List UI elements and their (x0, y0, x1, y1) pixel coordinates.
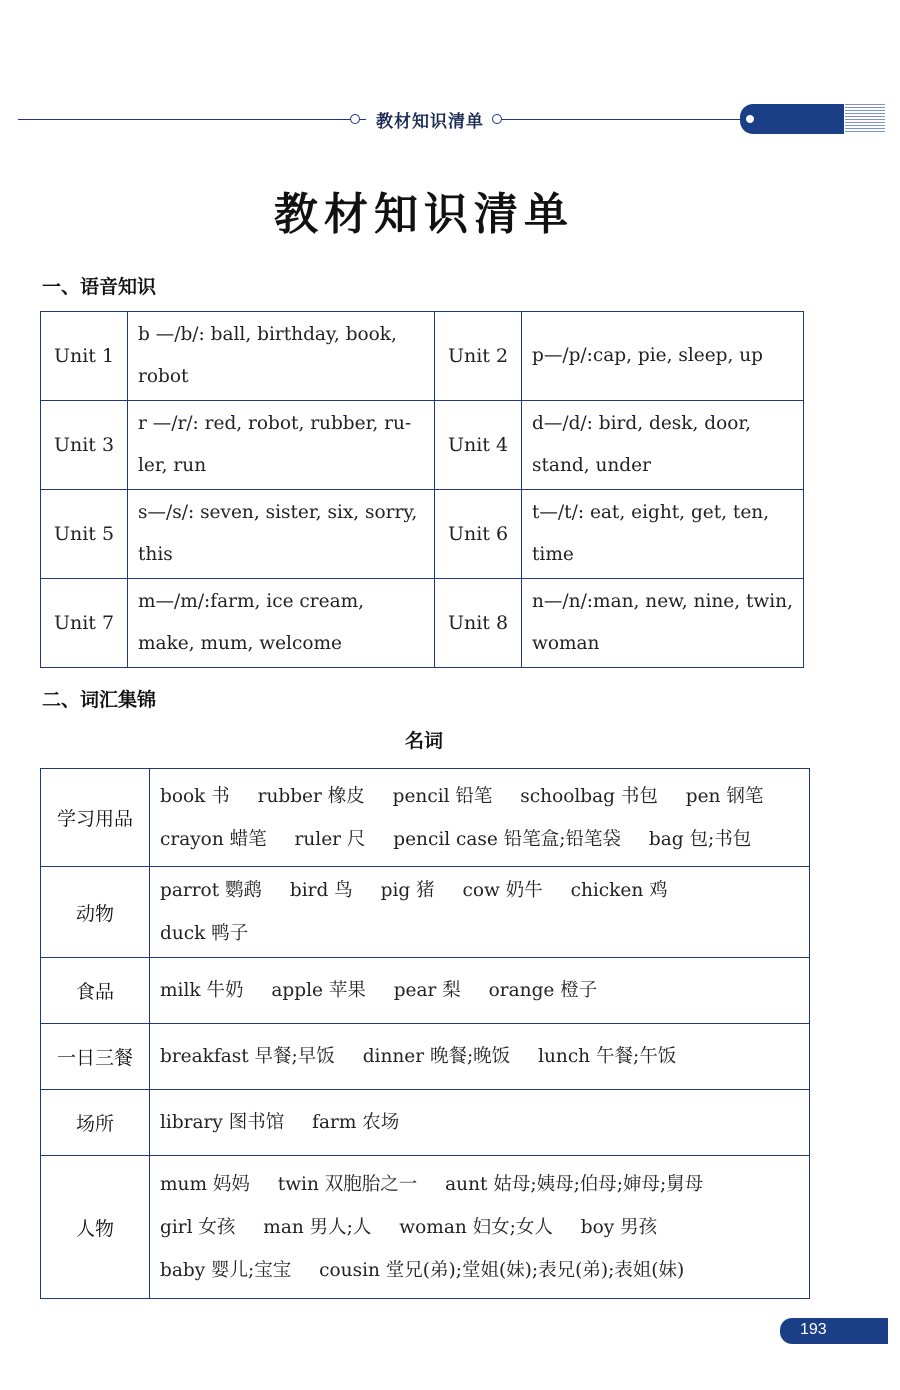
header-tab (740, 104, 844, 134)
word-item: aunt 姑母;姨母;伯母;婶母;舅母 (445, 1173, 704, 1195)
category-label: 学习用品 (41, 769, 150, 867)
table-row (41, 312, 804, 401)
page-number-badge (780, 1318, 888, 1344)
header-label: 教材知识清单 (366, 107, 494, 132)
word-list (150, 958, 810, 1024)
header-tab-dot (746, 115, 754, 123)
word-item: bag 包;书包 (648, 828, 752, 850)
word-item: cow 奶牛 (462, 880, 543, 901)
word-item: lunch 午餐;午饭 (538, 1046, 677, 1067)
page-number: 193 (800, 1321, 827, 1338)
phonics-cell: n—/n/:man, new, nine, twin, woman (522, 579, 804, 668)
word-item: man 男人;人 (263, 1216, 372, 1238)
word-list (150, 769, 810, 867)
word-item: duck 鸭子 (160, 923, 249, 944)
category-label: 一日三餐 (41, 1024, 150, 1090)
header-decor-lines (845, 104, 885, 134)
word-item: chicken 鸡 (570, 880, 668, 901)
word-item: orange 橙子 (488, 980, 598, 1001)
header-left-dot (350, 114, 360, 124)
word-item: woman 妇女;女人 (399, 1216, 553, 1238)
table-row (41, 490, 804, 579)
word-list (150, 1090, 810, 1156)
word-item: pear 梨 (393, 980, 461, 1001)
word-item: girl 女孩 (160, 1216, 236, 1238)
section-heading-vocabulary: 二、词汇集锦 (42, 689, 157, 711)
word-item: pencil case 铅笔盒;铅笔袋 (393, 828, 621, 850)
word-item: apple 苹果 (271, 980, 366, 1001)
table-row (41, 1156, 810, 1299)
word-item: crayon 蜡笔 (160, 828, 267, 850)
header-right-dot (492, 114, 502, 124)
word-item: book 书 (160, 785, 230, 807)
phonics-cell: r —/r/: red, robot, rubber, ru-ler, run (128, 401, 435, 490)
unit-label: Unit 2 (435, 312, 522, 401)
phonics-cell: d—/d/: bird, desk, door, stand, under (522, 401, 804, 490)
vocab-subtitle: 名词 (404, 730, 443, 752)
word-item: farm 农场 (312, 1112, 400, 1133)
phonics-cell: m—/m/:farm, ice cream, make, mum, welcome (128, 579, 435, 668)
unit-label: Unit 6 (435, 490, 522, 579)
phonics-table (40, 311, 804, 668)
word-item: boy 男孩 (580, 1216, 658, 1238)
table-row (41, 1024, 810, 1090)
word-item: baby 婴儿;宝宝 (160, 1259, 292, 1281)
word-item: twin 双胞胎之一 (277, 1173, 418, 1195)
phonics-cell: s—/s/: seven, sister, six, sorry, this (128, 490, 435, 579)
word-item: library 图书馆 (160, 1112, 285, 1133)
word-item: pen 钢笔 (685, 785, 764, 807)
table-row (41, 401, 804, 490)
unit-label: Unit 1 (41, 312, 128, 401)
category-label: 人物 (41, 1156, 150, 1299)
table-row (41, 1090, 810, 1156)
table-row (41, 579, 804, 668)
word-item: schoolbag 书包 (520, 785, 658, 807)
word-item: ruler 尺 (294, 828, 366, 850)
word-list (150, 867, 810, 958)
table-row (41, 958, 810, 1024)
category-label: 食品 (41, 958, 150, 1024)
word-item: dinner 晚餐;晚饭 (362, 1046, 511, 1067)
word-item: rubber 橡皮 (257, 785, 365, 807)
vocabulary-table (40, 768, 810, 1299)
phonics-cell: p—/p/:cap, pie, sleep, up (522, 312, 804, 401)
phonics-cell: t—/t/: eat, eight, get, ten, time (522, 490, 804, 579)
section-heading-phonics: 一、语音知识 (42, 276, 157, 298)
word-item: pencil 铅笔 (392, 785, 493, 807)
word-item: milk 牛奶 (160, 980, 244, 1001)
category-label: 动物 (41, 867, 150, 958)
unit-label: Unit 4 (435, 401, 522, 490)
word-item: bird 鸟 (289, 880, 353, 901)
page-title: 教材知识清单 (274, 189, 574, 240)
unit-label: Unit 5 (41, 490, 128, 579)
table-row (41, 769, 810, 867)
unit-label: Unit 8 (435, 579, 522, 668)
word-item: breakfast 早餐;早饭 (160, 1046, 335, 1067)
phonics-cell: b —/b/: ball, birthday, book, robot (128, 312, 435, 401)
word-item: cousin 堂兄(弟);堂姐(妹);表兄(弟);表姐(妹) (319, 1259, 685, 1281)
word-item: mum 妈妈 (160, 1173, 250, 1195)
word-item: pig 猪 (380, 880, 435, 901)
category-label: 场所 (41, 1090, 150, 1156)
unit-label: Unit 7 (41, 579, 128, 668)
word-list (150, 1156, 810, 1299)
word-item: parrot 鹦鹉 (160, 880, 263, 901)
unit-label: Unit 3 (41, 401, 128, 490)
table-row (41, 867, 810, 958)
word-list (150, 1024, 810, 1090)
